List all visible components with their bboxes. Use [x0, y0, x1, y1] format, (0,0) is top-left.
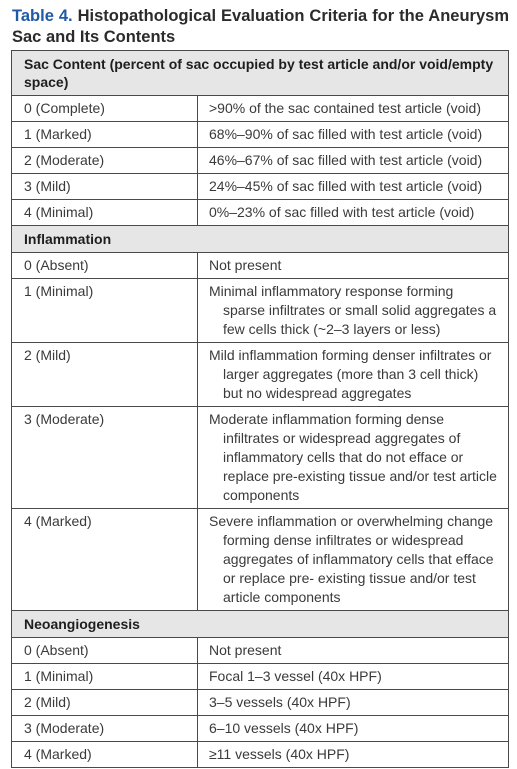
section-header-sac-content: Sac Content (percent of sac occupied by test article and/or void/empty space) [12, 51, 509, 96]
table-row [12, 148, 509, 174]
description-cell [198, 407, 509, 509]
description-cell [198, 343, 509, 407]
table-row [12, 200, 509, 226]
grade-cell: 1 (Minimal) [12, 664, 198, 690]
section-header-row [12, 611, 509, 638]
table-row [12, 343, 509, 407]
table-caption [12, 6, 509, 48]
section-header-inflammation: Inflammation [12, 226, 509, 253]
grade-cell: 1 (Marked) [12, 122, 198, 148]
table-row [12, 279, 509, 343]
description-cell [198, 509, 509, 611]
grade-cell: 3 (Mild) [12, 174, 198, 200]
description-text: Minimal inflammatory response forming sparse infiltrates or small solid aggregates a few cells thick (~2–3 layers or less) [209, 283, 497, 337]
table-row [12, 638, 509, 664]
grade-cell: 0 (Absent) [12, 253, 198, 279]
criteria-table-wrapper [11, 50, 508, 768]
table-row [12, 690, 509, 716]
section-header-row [12, 51, 509, 96]
description-cell: >90% of the sac contained test article (void) [198, 96, 509, 122]
grade-cell: 4 (Marked) [12, 509, 198, 611]
table-row [12, 253, 509, 279]
description-cell: 68%–90% of sac filled with test article (void) [198, 122, 509, 148]
description-text: Mild inflammation forming denser infiltrates or larger aggregates (more than 3 cell thick) but no widespread aggregates [209, 347, 492, 401]
description-cell: Not present [198, 638, 509, 664]
description-cell: Focal 1–3 vessel (40x HPF) [198, 664, 509, 690]
grade-cell: 0 (Complete) [12, 96, 198, 122]
grade-cell: 4 (Marked) [12, 742, 198, 768]
grade-cell: 2 (Mild) [12, 343, 198, 407]
table-row [12, 716, 509, 742]
grade-cell: 0 (Absent) [12, 638, 198, 664]
grade-cell: 2 (Mild) [12, 690, 198, 716]
grade-cell: 1 (Minimal) [12, 279, 198, 343]
grade-cell: 3 (Moderate) [12, 407, 198, 509]
description-cell [198, 279, 509, 343]
criteria-table [11, 50, 509, 768]
section-header-row [12, 226, 509, 253]
table-row [12, 509, 509, 611]
description-text: Moderate inflammation forming dense infiltrates or widespread aggregates of inflammatory cells that do not efface or replace pre-existing tissue and/or test article components [209, 411, 497, 503]
table-row [12, 664, 509, 690]
table-title: Histopathological Evaluation Criteria for the Aneurysm Sac and Its Contents [12, 7, 509, 46]
description-cell: 3–5 vessels (40x HPF) [198, 690, 509, 716]
description-cell: 6–10 vessels (40x HPF) [198, 716, 509, 742]
table-row [12, 407, 509, 509]
description-cell: ≥11 vessels (40x HPF) [198, 742, 509, 768]
grade-cell: 2 (Moderate) [12, 148, 198, 174]
table-row [12, 174, 509, 200]
description-text: Severe inflammation or overwhelming change forming dense infiltrates or widespread aggregates of inflammatory cells that efface or replace pre- existing tissue and/or test article components [209, 513, 494, 605]
description-cell: 46%–67% of sac filled with test article (void) [198, 148, 509, 174]
table-row [12, 122, 509, 148]
table-label: Table 4. [12, 7, 73, 25]
description-cell: Not present [198, 253, 509, 279]
section-header-neoangiogenesis: Neoangiogenesis [12, 611, 509, 638]
description-cell: 0%–23% of sac filled with test article (void) [198, 200, 509, 226]
table-row [12, 96, 509, 122]
table-row [12, 742, 509, 768]
grade-cell: 4 (Minimal) [12, 200, 198, 226]
grade-cell: 3 (Moderate) [12, 716, 198, 742]
description-cell: 24%–45% of sac filled with test article (void) [198, 174, 509, 200]
